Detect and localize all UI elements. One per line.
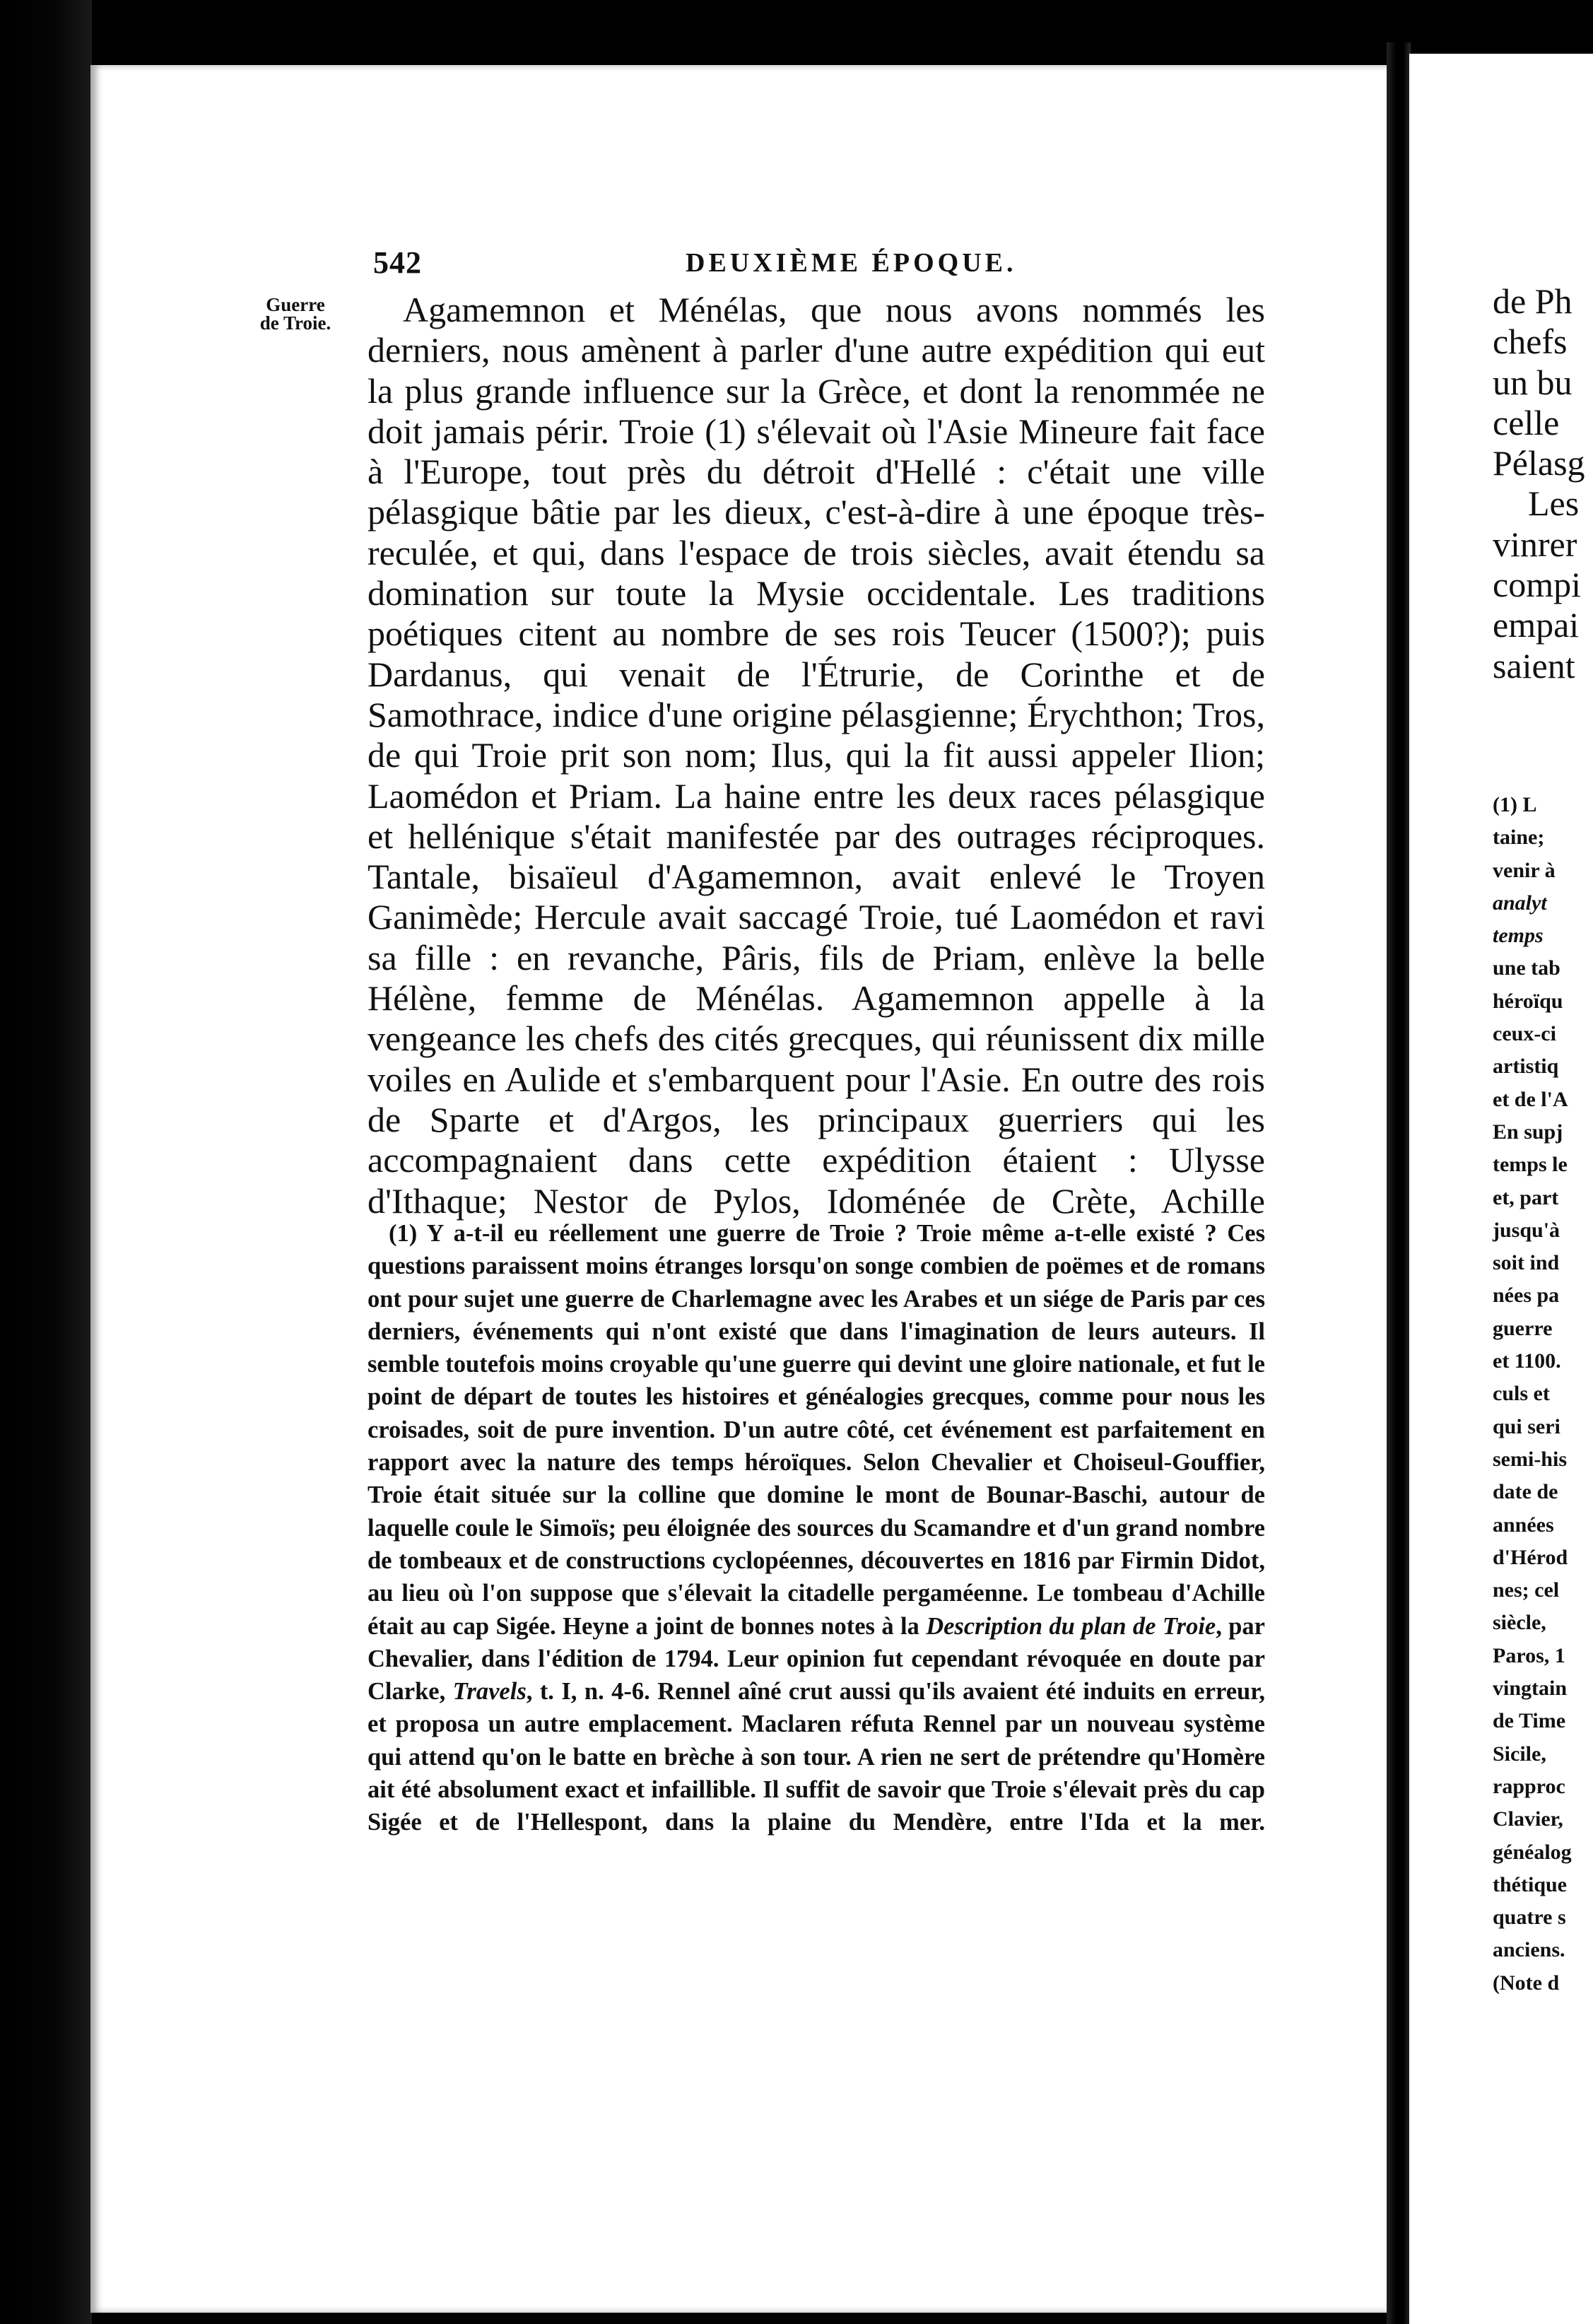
facing-note-line: siècle, (1493, 1611, 1546, 1635)
footnote-text: (1) Y a-t-il eu réellement une guerre de Troie ? Troie même a-t-elle existé ? Ces questions paraissent moins étranges lorsqu'on songe combien de poëmes et de romans ont pour sujet une guerre de Charlemagne avec les Arabes et un siége de Paris par ces derniers, événements qui n'ont existé que dans l'imagination de leurs auteurs. Il semble toutefois moins croyable qu'une guerre qui devint une gloire nationale, et fut le point de départ de toutes les histoires et généalogies grecques, comme pour nous les croisades, soit de pure invention. D'un autre côté, cet événement est parfaitement en rapport avec la nature des temps héroïques. Selon Chevalier et Choiseul-Gouffier, Troie était située sur la colline que domine le mont de Bounar-Baschi, autour de laquelle coule le Simoïs; peu éloignée des sources du Scamandre et d'un grand nombre de tombeaux et de constructions cyclopéennes, découvertes en 1816 par Firmin Didot, au lieu où l'on suppose que s'élevait la citadelle pergaméenne. Le tombeau d'Achille était au cap Sigée. Heyne a joint de bonnes notes à la (368, 1220, 1265, 1640)
facing-body-line: de Ph (1493, 281, 1573, 321)
facing-note-line: années (1493, 1513, 1554, 1537)
page-number: 542 (373, 245, 422, 280)
facing-note-line: quatre s (1493, 1906, 1566, 1930)
facing-body-line: empai (1493, 605, 1580, 645)
body-paragraph: Agamemnon et Ménélas, que nous avons nommés les derniers, nous amènent à parler d'une autre expédition qui eut la plus grande influence sur la Grèce, et dont la renommée ne doit jamais périr. Troie (1) s'élevait où l'Asie Mineure fait face à l'Europe, tout près du détroit d'Hellé : c'était une ville pélasgique bâtie par les dieux, c'est-à-dire à une époque très-reculée, et qui, dans l'espace de trois siècles, avait étendu sa domination sur toute la Mysie occidentale. Les traditions poétiques citent au nombre de ses rois Teucer (1500?); puis Dardanus, qui venait de l'Étrurie, de Corinthe et de Samothrace, indice d'une origine pélasgienne; Érychthon; Tros, de qui Troie prit son nom; Ilus, qui la fit aussi appeler Ilion; Laomédon et Priam. La haine entre les deux races pélasgique et hellénique s'était manifestée par des outrages réciproques. Tantale, bisaïeul d'Agamemnon, avait enlevé le Troyen Ganimède; Hercule avait saccagé Troie, tué Laomédon et ravi sa fille : en revanche, Pâris, fils de Priam, enlève la belle Hélène, femme de Ménélas. Agamemnon appelle à la vengeance les chefs des cités grecques, qui réunissent dix mille voiles en Aulide et s'embarquent pour l'Asie. En outre des rois de Sparte et d'Argos, les principaux guerriers qui les accompagnaient dans cette expédition étaient : Ulysse d'Ithaque; Nestor de Pylos, Idoménée de Crète, Achille (368, 290, 1265, 1221)
facing-note-line: soit ind (1493, 1251, 1560, 1275)
footnote-text: , t. I, n. 4-6. Rennel aîné crut aussi qu'ils avaient été induits en erreur, et proposa un autre emplacement. Maclaren réfuta Rennel par un nouveau système qui attend qu'on le batte en brèche à son tour. A rien ne sert de prétendre qu'Homère ait été absolument exact et infaillible. Il suffit de savoir que Troie s'élevait près du cap Sigée et de l'Hellespont, dans la plaine du Mendère, entre l'Ida et la mer. (368, 1678, 1265, 1836)
facing-note-line: taine; (1493, 826, 1545, 850)
facing-note-line: et 1100. (1493, 1349, 1561, 1373)
margin-note (246, 295, 345, 332)
facing-body-line: celle (1493, 402, 1560, 442)
facing-note-line: et, part (1493, 1185, 1559, 1209)
facing-note-line: guerre (1493, 1316, 1553, 1340)
facing-note-line: analyt (1493, 891, 1547, 915)
facing-body-line: compi (1493, 565, 1581, 605)
facing-body-line: Les (1528, 483, 1580, 524)
facing-note-line: venir à (1493, 858, 1556, 882)
facing-note-line: qui seri (1493, 1414, 1560, 1438)
facing-page-notes (1493, 789, 1593, 2000)
margin-note-line: Guerre (266, 294, 325, 315)
facing-note-line: généalog (1493, 1840, 1572, 1864)
running-head: DEUXIÈME ÉPOQUE. (686, 248, 1017, 278)
facing-note-line: (1) L (1493, 793, 1537, 816)
facing-note-line: Clavier, (1493, 1807, 1563, 1831)
facing-note-line: culs et (1493, 1382, 1550, 1406)
facing-note-line: ceux-ci (1493, 1022, 1556, 1046)
facing-note-line: nes; cel (1493, 1578, 1560, 1602)
facing-body-line: vinrer (1493, 524, 1577, 564)
facing-body-line: un bu (1493, 362, 1573, 402)
facing-note-line: héroïqu (1493, 989, 1563, 1013)
facing-note-line: une tab (1493, 956, 1560, 980)
facing-note-line: vingtain (1493, 1677, 1568, 1701)
footnote-text: , par Chevalier, dans l'édition de 1794. Leur opinion fut cependant révoquée en doute par Clarke, (368, 1612, 1265, 1706)
facing-note-line: temps (1493, 924, 1544, 948)
facing-note-line: d'Hérod (1493, 1545, 1568, 1569)
facing-page-body (1493, 281, 1593, 686)
book-spine (1387, 42, 1411, 2324)
page-header (368, 240, 1265, 283)
facing-note-line: Sicile, (1493, 1742, 1546, 1766)
facing-note-line: temps le (1493, 1153, 1568, 1177)
facing-note-line: (Note d (1493, 1971, 1560, 1995)
facing-note-line: thétique (1493, 1872, 1567, 1896)
footnote-title: Travels (452, 1678, 527, 1706)
facing-note-line: date de (1493, 1480, 1558, 1504)
facing-note-line: anciens. (1493, 1938, 1565, 1962)
facing-note-line: rapproc (1493, 1774, 1565, 1798)
facing-note-line: artistiq (1493, 1055, 1559, 1079)
scan-background-top (0, 0, 1593, 64)
facing-note-line: jusqu'à (1493, 1218, 1560, 1242)
facing-body-line: Pélasg (1493, 443, 1585, 483)
facing-note-line: semi-his (1493, 1447, 1567, 1471)
facing-body-line: chefs (1493, 322, 1568, 362)
facing-note-line: Paros, 1 (1493, 1643, 1565, 1667)
margin-note-line: de Troie. (259, 312, 331, 334)
facing-body-line: saient (1493, 645, 1575, 686)
scan-left-edge (0, 0, 92, 2324)
facing-note-line: En supj (1493, 1120, 1563, 1144)
main-text-block (368, 290, 1265, 1262)
facing-note-line: et de l'A (1493, 1087, 1568, 1111)
footnote-title: Description du plan de Troie (926, 1612, 1216, 1640)
facing-note-line: de Time (1493, 1709, 1566, 1733)
footnote (368, 1217, 1265, 1872)
book-page-right (1409, 54, 1593, 2324)
facing-note-line: nées pa (1493, 1284, 1560, 1308)
